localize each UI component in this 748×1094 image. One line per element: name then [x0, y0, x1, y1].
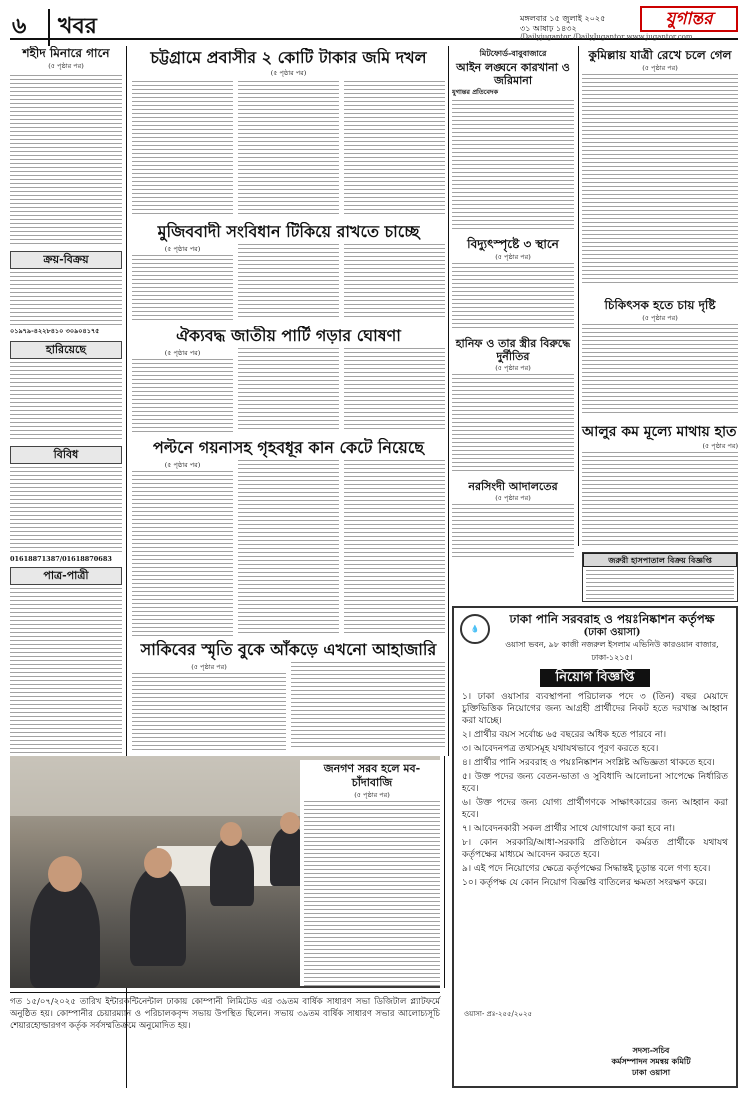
story-mujib — [132, 222, 445, 322]
classified-body — [10, 362, 122, 442]
story-body — [238, 348, 339, 432]
date-bengali: ৩১ আষাঢ় ১৪৩২ — [520, 24, 577, 33]
story-body — [132, 471, 233, 636]
section-name: খবর — [48, 9, 97, 46]
notice-item: ৭। আবেদনকারী সকল প্রার্থীর সাথে যোগাযোগ করা হবে না। — [462, 824, 675, 834]
story-doctor — [582, 298, 738, 418]
photo-caption: গত ১৫/০৭/২০২৫ তারিখ ইন্টারকন্টিনেন্টাল ঢাকায় কোম্পানী লিমিটেড এর ৩৯তম বার্ষিক সাধারণ সভা ডিজিটাল প্ল্যাটফর্মে অনুষ্ঠিত হয়। কোম্পানীর চেয়ারম্যান ও পরিচালকবৃন্দ সভায় উপস্থিত ছিলেন। সভায় ৩৯তম বার্ষিক সাধারণ সভার আলোচ্যসূচি শেয়ারহোল্ডারগণ কর্তৃক সর্বসম্মতিক্রমে অনুমোদিত হয়। — [10, 992, 440, 1088]
continued-label: (৫ পৃষ্ঠার পর) — [642, 64, 678, 72]
story-body — [132, 673, 286, 750]
org-subname: (ঢাকা ওয়াসা) — [583, 627, 641, 638]
continued-label: (৫ পৃষ্ঠার পর) — [702, 442, 738, 450]
notice-item: ৫। উক্ত পদের জন্য বেতন-ভাতা ও সুবিধাদি আলোচনা সাপেক্ষে নির্ধারিত হবে। — [462, 772, 728, 794]
classified-heading-buy-sell: ক্রয়-বিক্রয় — [10, 251, 122, 269]
byline: যুগান্তর প্রতিবেদক — [452, 88, 498, 96]
signer-org: ঢাকা ওয়াসা — [631, 1067, 671, 1077]
continued-label: (৫ পৃষ্ঠার পর) — [164, 349, 201, 357]
headline: জনগণ সরব হলে মব-চাঁদাবাজি — [323, 762, 421, 789]
kicker: মিটফোর্ড-বাবুবাজারে — [479, 48, 547, 58]
continued-label: (৫ পৃষ্ঠার পর) — [164, 245, 201, 253]
continued-label: (৫ পৃষ্ঠার পর) — [164, 461, 201, 469]
classified-heading-misc: বিবিধ — [10, 446, 122, 464]
headline: আলুর কম মূল্যে মাথায় হাত — [582, 424, 737, 440]
reference-number: ওয়াসা- প্রঃ-২৫৫/২০২৫ — [464, 1010, 533, 1018]
continued-label: (৫ পৃষ্ঠার পর) — [48, 62, 84, 70]
story-body — [238, 244, 339, 320]
notice-item: ৪। প্রার্থীর পানি সরবরাহ ও পয়ঃনিষ্কাশন সংশ্লিষ্ট অভিজ্ঞতা থাকতে হবে। — [462, 758, 715, 768]
notice-body — [586, 570, 734, 602]
photo-face — [48, 856, 82, 892]
story-body — [238, 81, 339, 216]
story-pallabi — [132, 438, 445, 636]
org-name: ঢাকা পানি সরবরাহ ও পয়ঃনিষ্কাশন কর্তৃপক্ষ — [509, 612, 715, 626]
story-sakib — [132, 640, 445, 750]
column-rule — [444, 756, 445, 988]
notice-item: ৯। এই পদে নিয়োগের ক্ষেত্রে কর্তৃপক্ষের সিদ্ধান্তই চূড়ান্ত বলে গণ্য হবে। — [462, 864, 711, 874]
continued-label: (৫ পৃষ্ঠার পর) — [191, 663, 227, 671]
notice-title: জরুরী হাসপাতাল বিক্রয় বিজ্ঞপ্তি — [583, 553, 737, 567]
dateline — [520, 14, 630, 34]
story-body — [10, 75, 122, 247]
story-ctg — [132, 48, 445, 216]
photo-person — [30, 876, 100, 988]
social-links[interactable]: /Dailyjugantor /DailyJugantor www.jugantor.com — [520, 33, 693, 41]
story-body — [582, 452, 738, 548]
story-body — [304, 801, 440, 986]
wasa-logo-icon: 💧 — [460, 614, 490, 644]
photo-face — [144, 848, 172, 878]
classified-phone: 01618871387/01618870683 — [10, 555, 112, 563]
classified-body — [10, 272, 122, 326]
story-body — [132, 81, 233, 216]
headline: পল্টনে গয়নাসহ গৃহবধূর কান কেটে নিয়েছে — [153, 438, 424, 457]
notice-items — [454, 691, 736, 889]
story-body — [452, 263, 574, 331]
continued-label: (৫ পৃষ্ঠার পর) — [495, 253, 531, 261]
classified-heading-lost: হারিয়েছে — [10, 341, 122, 359]
org-address: ওয়াসা ভবন, ৯৮ কাজী নজরুল ইসলাম এভিনিউ কারওয়ান বাজার, ঢাকা-১২১৫। — [505, 640, 719, 662]
signature-block — [576, 1045, 726, 1078]
story-body — [132, 255, 233, 322]
notice-item: ১০। কর্তৃপক্ষ যে কোন নিয়োগ বিজ্ঞপ্তি বাতিলের ক্ষমতা সংরক্ষণ করে। — [462, 878, 707, 888]
headline: নরসিংদী আদালতের — [468, 480, 558, 493]
headline: আইন লঙ্ঘনে কারখানা ও জরিমানা — [456, 61, 570, 87]
continued-label: (৫ পৃষ্ঠার পর) — [495, 494, 531, 502]
classified-body — [10, 467, 122, 555]
hospital-sale-notice — [582, 552, 738, 602]
story-body — [344, 460, 445, 634]
story-potato — [452, 424, 738, 548]
notice-item: ২। প্রার্থীর বয়স সর্বোচ্চ ৬৫ বছরের অধিক হতে পারবে না। — [462, 730, 667, 740]
headline: চট্টগ্রামে প্রবাসীর ২ কোটি টাকার জমি দখল — [150, 48, 427, 67]
story-body — [132, 359, 233, 434]
story-body — [582, 74, 738, 284]
story-body — [344, 81, 445, 216]
story-body — [452, 100, 574, 230]
photo-person — [130, 866, 186, 966]
notice-item: ৬। উক্ত পদের জন্য যোগ্য প্রার্থীগণকে সাক্ষাৎকারের জন্য আহ্বান করা হবে। — [462, 798, 728, 820]
story-title: শহীদ মিনারে গানে — [22, 46, 110, 60]
story-body — [344, 348, 445, 432]
photo-face — [220, 822, 242, 846]
story-unity — [132, 326, 445, 434]
headline: কুমিল্লায় যাত্রী রেখে চলে গেল — [588, 48, 732, 62]
headline: মুজিববাদী সংবিধান টিকিয়ে রাখতে চাচ্ছে — [157, 222, 420, 241]
newspaper-logo[interactable]: যুগান্তর — [640, 6, 738, 32]
story-body — [344, 244, 445, 320]
signer-committee: কর্মসম্পাদন সমন্বয় কমিটি — [611, 1056, 691, 1066]
classified-phone: ০১৯৭৯-৪২২৮৪১০ ৩০৯০৪১৭৫ — [10, 327, 100, 335]
continued-label: (৫ পৃষ্ঠার পর) — [354, 791, 390, 799]
story-comilla — [582, 48, 738, 294]
story-body — [238, 460, 339, 634]
notice-title: নিয়োগ বিজ্ঞপ্তি — [540, 669, 650, 687]
story-body — [291, 662, 445, 748]
wasa-recruitment-notice — [452, 606, 738, 1088]
column-rule — [448, 46, 449, 756]
headline: হানিফ ও তার স্ত্রীর বিরুদ্ধে দুর্নীতির — [455, 337, 571, 363]
notice-item: ৮। কোন সরকারি/আধা-সরকারি প্রতিষ্ঠানে কর্মরত প্রার্থীকে যথাযথ কর্তৃপক্ষের মাধ্যমে আবেদন করতে হবে। — [462, 838, 728, 860]
headline: ঐক্যবদ্ধ জাতীয় পার্টি গড়ার ঘোষণা — [176, 326, 401, 345]
notice-item: ৩। আবেদনপত্র তথ্যসমূহ যথাযথভাবে পূরণ করতে হবে। — [462, 744, 659, 754]
story-body — [582, 324, 738, 416]
photo-face — [280, 812, 300, 834]
date-gregorian: মঙ্গলবার ১৫ জুলাই ২০২৫ — [520, 14, 606, 23]
photo-person — [210, 836, 254, 906]
classified-heading-bride-groom: পাত্র-পাত্রী — [10, 567, 122, 585]
notice-item: ১। ঢাকা ওয়াসার ব্যবস্থাপনা পরিচালক পদে ৩ (তিন) বছর মেয়াদে চুক্তিভিত্তিক নিয়োগের জন্য আগ্রহী প্রার্থীদের নিকট হতে দরখাস্ত আহ্বান করা যাচ্ছে। — [462, 692, 728, 726]
story-public — [300, 760, 444, 986]
headline: চিকিৎসক হতে চায় দৃষ্টি — [604, 298, 716, 312]
continued-label: (৫ পৃষ্ঠার পর) — [495, 364, 531, 372]
continued-label: (৫ পৃষ্ঠার পর) — [270, 69, 307, 77]
headline: সাকিবের স্মৃতি বুকে আঁকড়ে এখনো আহাজারি — [140, 640, 437, 659]
page-number: ৬ — [12, 13, 27, 39]
signer-title: সদস্য-সচিব — [632, 1045, 670, 1055]
headline: বিদ্যুৎস্পৃষ্টে ৩ স্থানে — [467, 237, 559, 251]
continued-label: (৫ পৃষ্ঠার পর) — [642, 314, 678, 322]
